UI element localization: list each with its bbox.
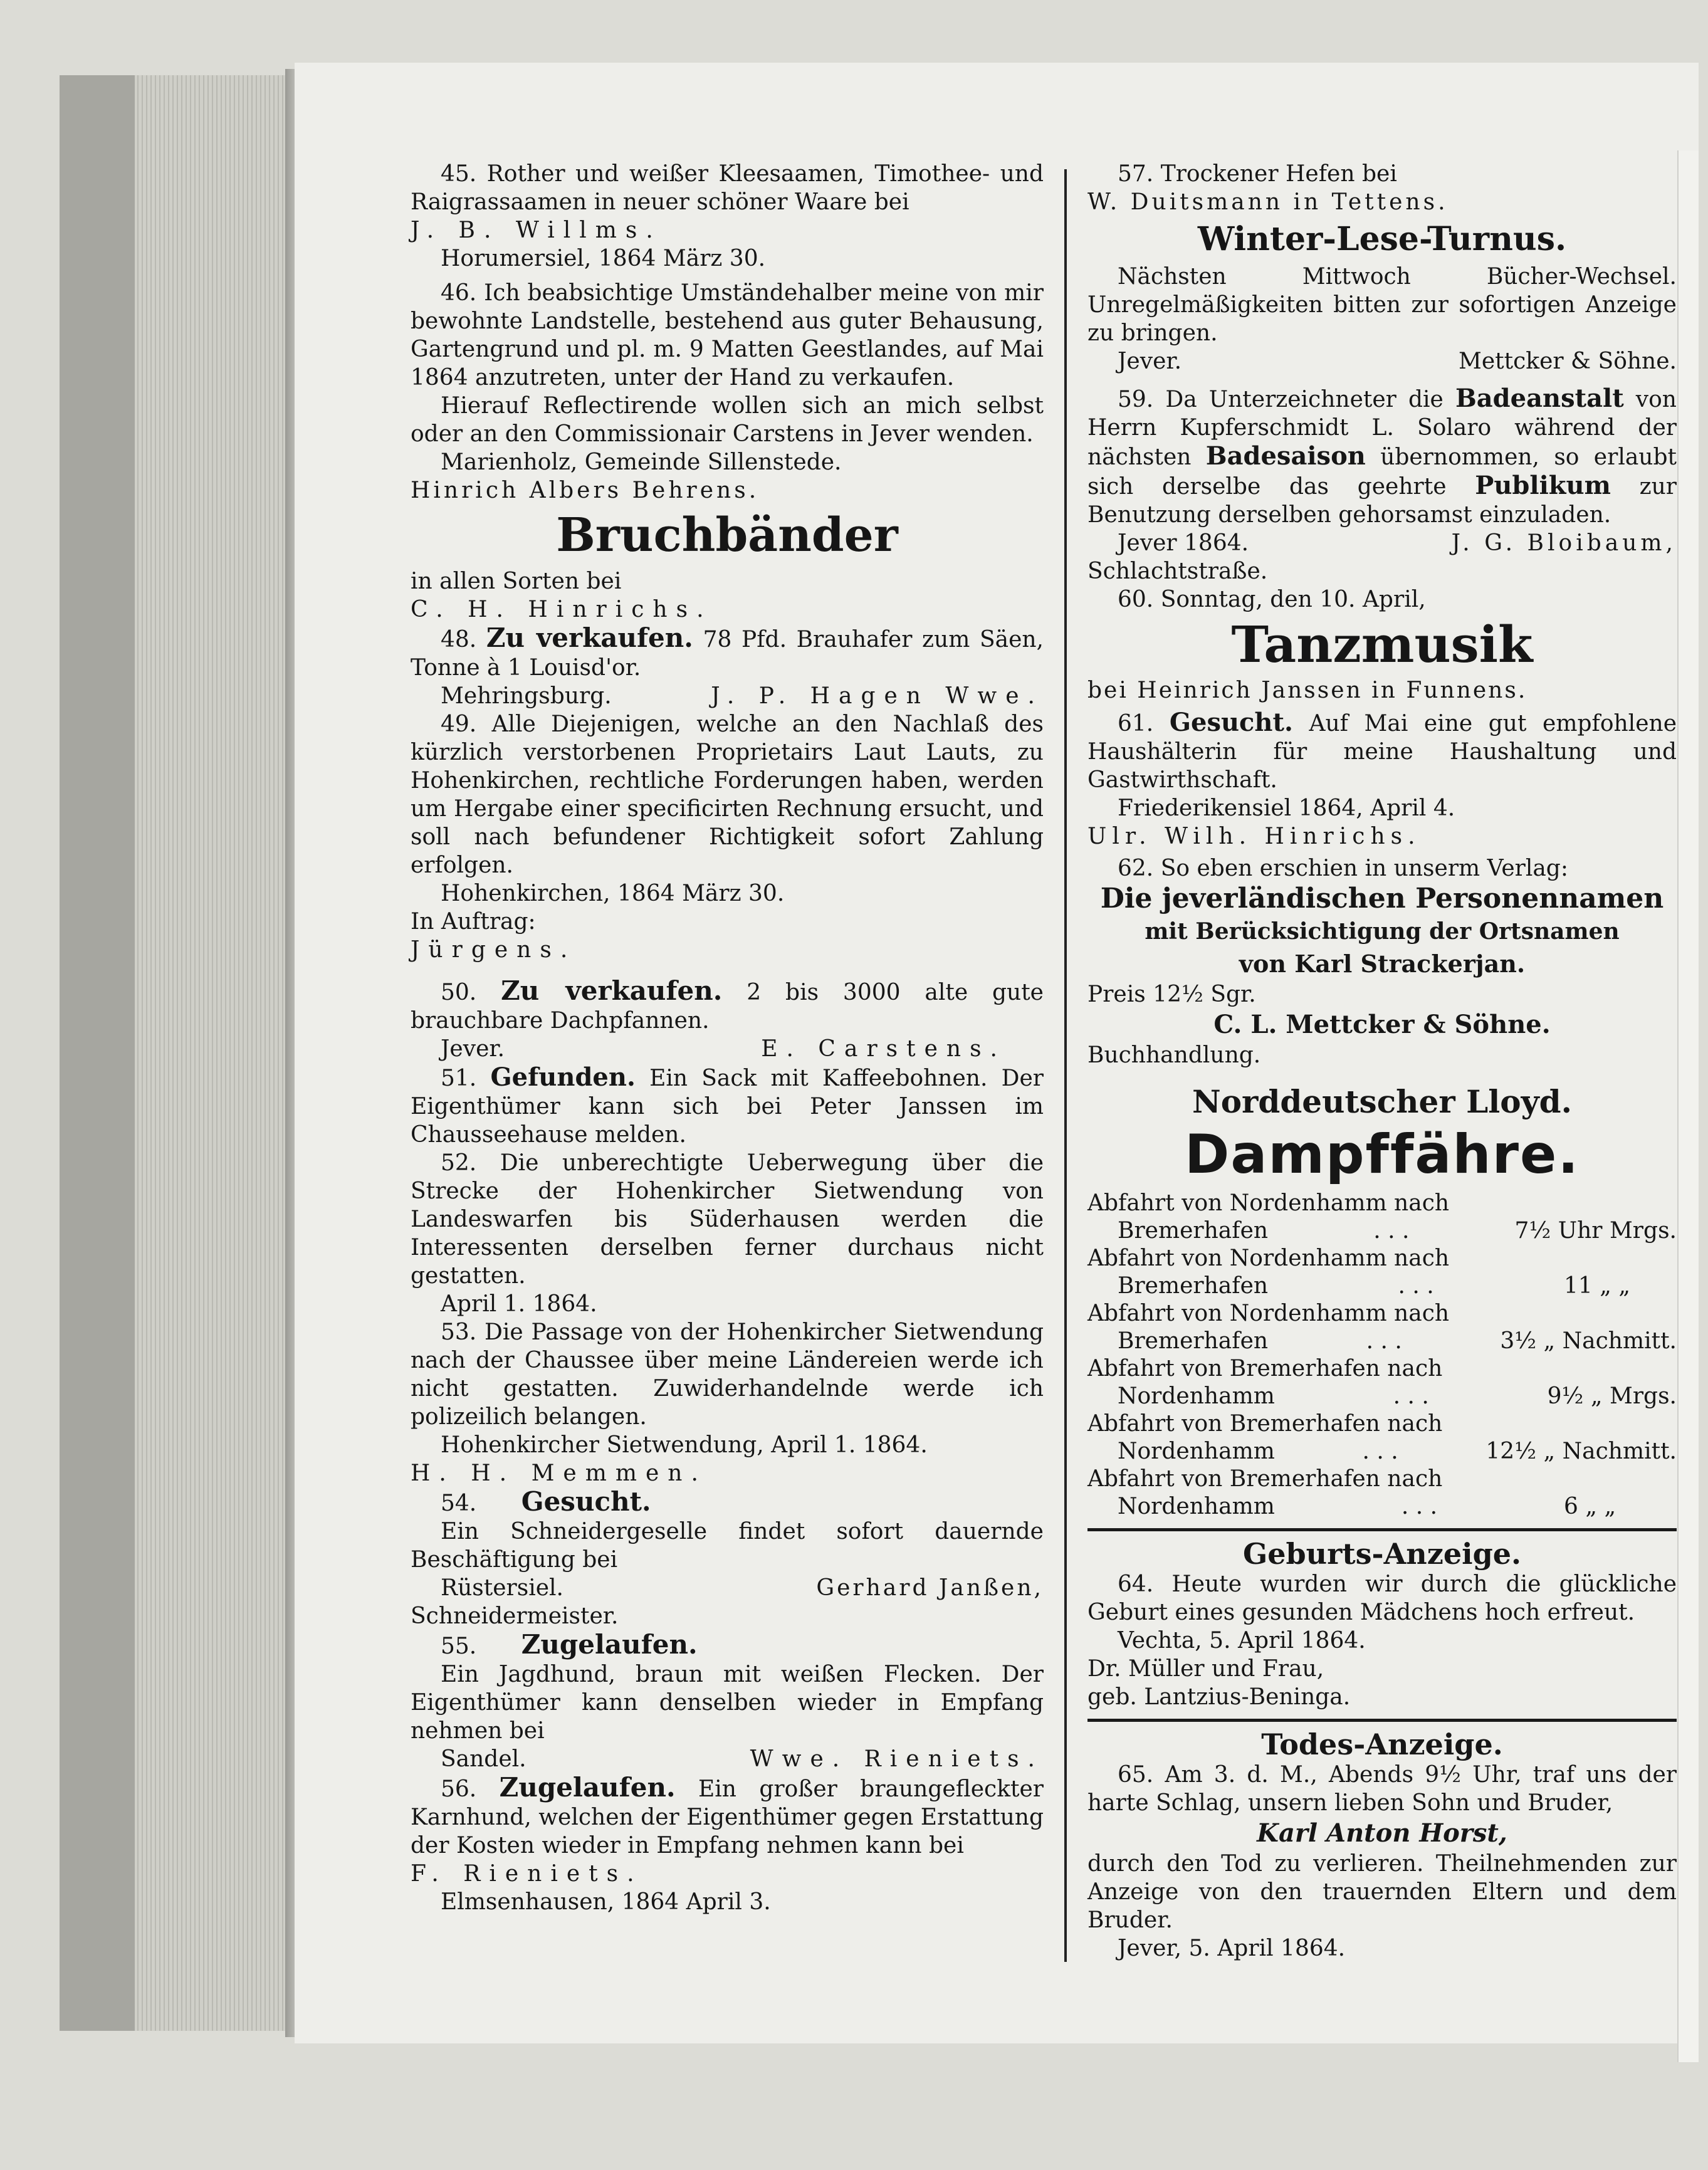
notice-53-text: 53. Die Passage von der Hohenkircher Sietwendung nach der Chaussee über meine Ländereien werde ich nicht gestatten. Zuwiderhandelnde werde ich polizeilich belangen. xyxy=(411,1319,1044,1430)
notice-57-text: 57. Trockener Hefen bei xyxy=(1118,161,1397,187)
schedule-to: Bremerhafen xyxy=(1118,1328,1269,1354)
notice-49-text: 49. Alle Diejenigen, welche an den Nachlaß des kürzlich verstorbenen Proprietairs Laut Lauts, zu Hohenkirchen, rechtliche Forderungen haben, werden um Hergabe einer specificirten Rechnung ersucht, und soll nach befundener Richtigkeit sofort Zahlung erfolgen. xyxy=(411,711,1044,878)
schedule-departure xyxy=(1087,1410,1677,1438)
notice-63-subtitle: Dampffähre. xyxy=(1184,1123,1580,1186)
notice-64 xyxy=(1087,1538,1677,1722)
notice-45-text: 45. Rother und weißer Kleesaamen, Timothee- und Raigrassaamen in neuer schöner Waare bei xyxy=(411,161,1044,215)
schedule-dots: . . . xyxy=(1398,1273,1434,1299)
notice-65 xyxy=(1087,1728,1677,1963)
notice-56-text: Ein großer braungefleckter Karnhund, welchen der Eigenthümer gegen Erstattung der Kosten wieder in Empfang nehmen kann bei xyxy=(411,1776,1044,1858)
notice-63 xyxy=(1087,1083,1677,1531)
notice-61-text: Auf Mai eine gut empfohlene Haushälterin für meine Haushaltung und Gastwirthschaft. xyxy=(1087,711,1677,793)
schedule-dots: . . . xyxy=(1362,1439,1398,1464)
schedule-time: 9½ „ Mrgs. xyxy=(1547,1383,1677,1409)
notice-51-number: 51. xyxy=(441,1066,477,1091)
notice-56-heading: Zugelaufen. xyxy=(499,1772,676,1803)
notice-65-title: Todes-Anzeige. xyxy=(1261,1727,1503,1761)
schedule-from: Abfahrt von Nordenhamm nach xyxy=(1087,1301,1450,1326)
notice-45-signature: J. B. Willms. xyxy=(411,218,662,243)
notice-59-text1: 59. Da Unterzeichneter die xyxy=(1118,387,1443,412)
notice-49-signature: Jürgens. xyxy=(411,937,577,963)
notice-57-signature: W. Duitsmann in Tettens. xyxy=(1087,189,1449,215)
notice-56-number: 56. xyxy=(441,1776,477,1802)
notice-52 xyxy=(411,1149,1044,1318)
notice-62-text: 62. So eben erschien in unserm Verlag: xyxy=(1118,856,1568,881)
schedule-to: Bremerhafen xyxy=(1118,1218,1269,1244)
notice-59-text3: übernommen, so erlaubt sich derselbe das geehrte xyxy=(1087,444,1677,500)
schedule-dots: . . . xyxy=(1393,1383,1429,1409)
notice-61-heading: Gesucht. xyxy=(1169,708,1293,737)
notice-59-text2: von Herrn Kupferschmidt L. Solaro während der nächsten xyxy=(1087,387,1677,470)
notice-60-location: bei Heinrich Janssen in Funnens. xyxy=(1087,678,1527,703)
notice-62 xyxy=(1087,854,1677,1069)
notice-55-heading: Zugelaufen. xyxy=(521,1629,698,1660)
schedule-from: Abfahrt von Nordenhamm nach xyxy=(1087,1245,1450,1271)
notice-64-title: Geburts-Anzeige. xyxy=(1242,1537,1522,1571)
notice-62-title: Die jeverländischen Personennamen xyxy=(1100,883,1664,915)
notice-54-signature: Gerhard Janßen, xyxy=(816,1575,1044,1601)
schedule-time: 11 „ „ xyxy=(1564,1273,1630,1299)
notice-45 xyxy=(411,160,1044,273)
left-column xyxy=(411,160,1044,1916)
notice-62-price: Preis 12½ Sgr. xyxy=(1087,982,1256,1007)
notice-60-title: Tanzmusik xyxy=(1231,615,1533,674)
notice-61-signature: Ulr. Wilh. Hinrichs. xyxy=(1087,824,1421,849)
notice-59-place: Jever 1864. xyxy=(1118,530,1249,556)
schedule-time: 6 „ „ xyxy=(1564,1494,1616,1519)
notice-55-number: 55. xyxy=(441,1633,477,1659)
notice-62-bookshop: Buchhandlung. xyxy=(1087,1042,1261,1068)
notice-48-number: 48. xyxy=(441,627,477,653)
schedule-time: 7½ Uhr Mrgs. xyxy=(1514,1218,1677,1244)
schedule-departure xyxy=(1087,1300,1677,1328)
schedule-from: Abfahrt von Bremerhafen nach xyxy=(1087,1411,1443,1437)
notice-61-number: 61. xyxy=(1118,711,1154,736)
book-cover-edge xyxy=(60,75,135,2031)
notice-48-place: Mehringsburg. xyxy=(441,683,612,709)
notice-53-place: Hohenkircher Sietwendung, April 1. 1864. xyxy=(441,1432,928,1458)
schedule-departure xyxy=(1087,1190,1677,1217)
right-column xyxy=(1087,160,1677,1963)
notice-50-place: Jever. xyxy=(441,1036,505,1062)
notice-65-name: Karl Anton Horst, xyxy=(1257,1818,1507,1848)
schedule-time: 12½ „ Nachmitt. xyxy=(1485,1439,1677,1464)
notice-57 xyxy=(1087,160,1677,216)
schedule-dots: . . . xyxy=(1401,1494,1438,1519)
notice-48 xyxy=(411,624,1044,710)
next-page-edge xyxy=(1677,150,1699,2062)
notice-54-number: 54. xyxy=(441,1491,477,1516)
notice-47-title: Bruchbänder xyxy=(556,508,898,562)
notice-50-text: 2 bis 3000 alte gute brauchbare Dachpfannen. xyxy=(411,980,1044,1034)
notice-61 xyxy=(1087,708,1677,851)
notice-46-text: 46. Ich beabsichtige Umständehalber meine von mir bewohnte Landstelle, bestehend aus guter Behausung, Gartengrund und pl. m. 9 Matten Geestlandes, auf Mai 1864 anzutreten, unter der Hand zu verkaufen. xyxy=(411,280,1044,390)
notice-63-title: Norddeutscher Lloyd. xyxy=(1192,1083,1572,1120)
notice-50-signature: E. Carstens. xyxy=(761,1036,1006,1062)
notice-50-heading: Zu verkaufen. xyxy=(501,975,723,1006)
notice-59 xyxy=(1087,384,1677,585)
notice-52-place: April 1. 1864. xyxy=(441,1291,597,1317)
notice-65-text: 65. Am 3. d. M., Abends 9½ Uhr, traf uns der harte Schlag, unsern lieben Sohn und Bruder, xyxy=(1087,1762,1677,1816)
rule-2 xyxy=(1087,1719,1677,1722)
notice-59-text4: zur Benutzung derselben gehorsamst einzuladen. xyxy=(1087,474,1677,528)
ferry-schedule xyxy=(1087,1190,1677,1521)
notice-48-signature: J. P. Hagen Wwe. xyxy=(711,683,1044,709)
notice-54-place: Rüstersiel. xyxy=(441,1575,563,1601)
notice-58-text: Nächsten Mittwoch Bücher-Wechsel. Unregelmäßigkeiten bitten zur sofortigen Anzeige zu bringen. xyxy=(1087,264,1677,346)
schedule-destination xyxy=(1087,1438,1677,1465)
notice-59-street: Schlachtstraße. xyxy=(1087,558,1268,584)
column-divider xyxy=(1064,169,1067,1962)
notice-59-signature: J. G. Bloibaum, xyxy=(1451,530,1677,556)
notice-50 xyxy=(411,977,1044,1063)
notice-47-text: in allen Sorten bei xyxy=(411,569,622,594)
schedule-to: Nordenhamm xyxy=(1118,1494,1275,1519)
notice-49-auftrag: In Auftrag: xyxy=(411,909,536,935)
notice-64-place: Vechta, 5. April 1864. xyxy=(1118,1628,1366,1654)
notice-59-bold2: Badesaison xyxy=(1205,441,1366,471)
notice-59-bold3: Publikum xyxy=(1475,471,1611,500)
notice-48-text: 78 Pfd. Brauhafer zum Säen, Tonne à 1 Louisd'or. xyxy=(411,627,1044,681)
notice-46-place: Marienholz, Gemeinde Sillenstede. xyxy=(441,449,842,475)
schedule-from: Abfahrt von Bremerhafen nach xyxy=(1087,1466,1443,1492)
notice-55-text: Ein Jagdhund, braun mit weißen Flecken. Der Eigenthümer kann denselben wieder in Empfang nehmen bei xyxy=(411,1662,1044,1744)
schedule-from: Abfahrt von Bremerhafen nach xyxy=(1087,1356,1443,1381)
notice-47-signature: C. H. Hinrichs. xyxy=(411,597,713,622)
notice-64-maiden-name: geb. Lantzius-Beninga. xyxy=(1087,1684,1351,1710)
notice-58-place: Jever. xyxy=(1118,349,1182,374)
notice-58 xyxy=(1087,219,1677,375)
notice-52-text: 52. Die unberechtigte Ueberwegung über die Strecke der Hohenkircher Sietwendung von Landeswarfen bis Süderhausen werden die Interessenten derselben ferner durchaus nicht gestatten. xyxy=(411,1150,1044,1289)
notice-54-text: Ein Schneidergeselle findet sofort dauernde Beschäftigung bei xyxy=(411,1519,1044,1573)
schedule-departure xyxy=(1087,1355,1677,1383)
notice-62-publisher: C. L. Mettcker & Söhne. xyxy=(1213,1010,1551,1039)
notice-53-signature: H. H. Memmen. xyxy=(411,1460,707,1486)
notice-46-signature: Hinrich Albers Behrens. xyxy=(411,478,760,503)
schedule-destination xyxy=(1087,1383,1677,1410)
schedule-destination xyxy=(1087,1217,1677,1245)
notice-55-place: Sandel. xyxy=(441,1746,527,1772)
notice-49-place: Hohenkirchen, 1864 März 30. xyxy=(441,881,785,906)
notice-54 xyxy=(411,1487,1044,1630)
notice-46 xyxy=(411,279,1044,505)
schedule-departure xyxy=(1087,1465,1677,1493)
schedule-departure xyxy=(1087,1245,1677,1272)
notice-55 xyxy=(411,1630,1044,1773)
notice-47 xyxy=(411,507,1044,624)
notice-50-number: 50. xyxy=(441,980,477,1005)
rule-1 xyxy=(1087,1528,1677,1531)
notice-65-place: Jever, 5. April 1864. xyxy=(1118,1936,1346,1961)
schedule-to: Nordenhamm xyxy=(1118,1383,1275,1409)
notice-56 xyxy=(411,1773,1044,1916)
notice-62-author: von Karl Strackerjan. xyxy=(1239,950,1526,978)
notice-58-signature: Mettcker & Söhne. xyxy=(1459,349,1677,374)
notice-54-heading: Gesucht. xyxy=(521,1486,651,1517)
notice-46-text2: Hierauf Reflectirende wollen sich an mich selbst oder an den Commissionair Carstens in Jever wenden. xyxy=(411,393,1044,447)
notice-62-subtitle: mit Berücksichtigung der Ortsnamen xyxy=(1145,918,1620,945)
schedule-time: 3½ „ Nachmitt. xyxy=(1500,1328,1677,1354)
notice-60-text: 60. Sonntag, den 10. April, xyxy=(1118,587,1426,612)
notice-45-place: Horumersiel, 1864 März 30. xyxy=(441,246,766,271)
notice-64-text: 64. Heute wurden wir durch die glückliche Geburt eines gesunden Mädchens hoch erfreut. xyxy=(1087,1571,1677,1625)
schedule-dots: . . . xyxy=(1366,1328,1402,1354)
notice-51 xyxy=(411,1063,1044,1149)
notice-64-signature: Dr. Müller und Frau, xyxy=(1087,1656,1324,1682)
notice-61-place: Friederikensiel 1864, April 4. xyxy=(1118,795,1455,821)
schedule-from: Abfahrt von Nordenhamm nach xyxy=(1087,1190,1450,1216)
schedule-destination xyxy=(1087,1328,1677,1355)
notice-48-heading: Zu verkaufen. xyxy=(486,622,693,653)
notice-59-bold1: Badeanstalt xyxy=(1455,384,1624,413)
notice-60 xyxy=(1087,585,1677,705)
notice-58-title: Winter-Lese-Turnus. xyxy=(1197,220,1567,258)
notice-56-signature: F. Rieniets. xyxy=(411,1861,643,1887)
notice-56-place: Elmsenhausen, 1864 April 3. xyxy=(441,1889,771,1915)
notice-51-heading: Gefunden. xyxy=(490,1062,636,1092)
notice-54-title: Schneidermeister. xyxy=(411,1603,619,1629)
schedule-to: Nordenhamm xyxy=(1118,1439,1275,1464)
notice-49 xyxy=(411,710,1044,964)
notice-51-text: Ein Sack mit Kaffeebohnen. Der Eigenthümer kann sich bei Peter Janssen im Chausseehause melden. xyxy=(411,1066,1044,1148)
notice-65-text2: durch den Tod zu verlieren. Theilnehmenden zur Anzeige von den trauernden Eltern und dem Bruder. xyxy=(1087,1851,1677,1933)
notice-55-signature: Wwe. Rieniets. xyxy=(750,1746,1044,1772)
notice-53 xyxy=(411,1318,1044,1487)
schedule-destination xyxy=(1087,1493,1677,1521)
schedule-dots: . . . xyxy=(1373,1218,1410,1244)
schedule-destination xyxy=(1087,1272,1677,1300)
schedule-to: Bremerhafen xyxy=(1118,1273,1269,1299)
